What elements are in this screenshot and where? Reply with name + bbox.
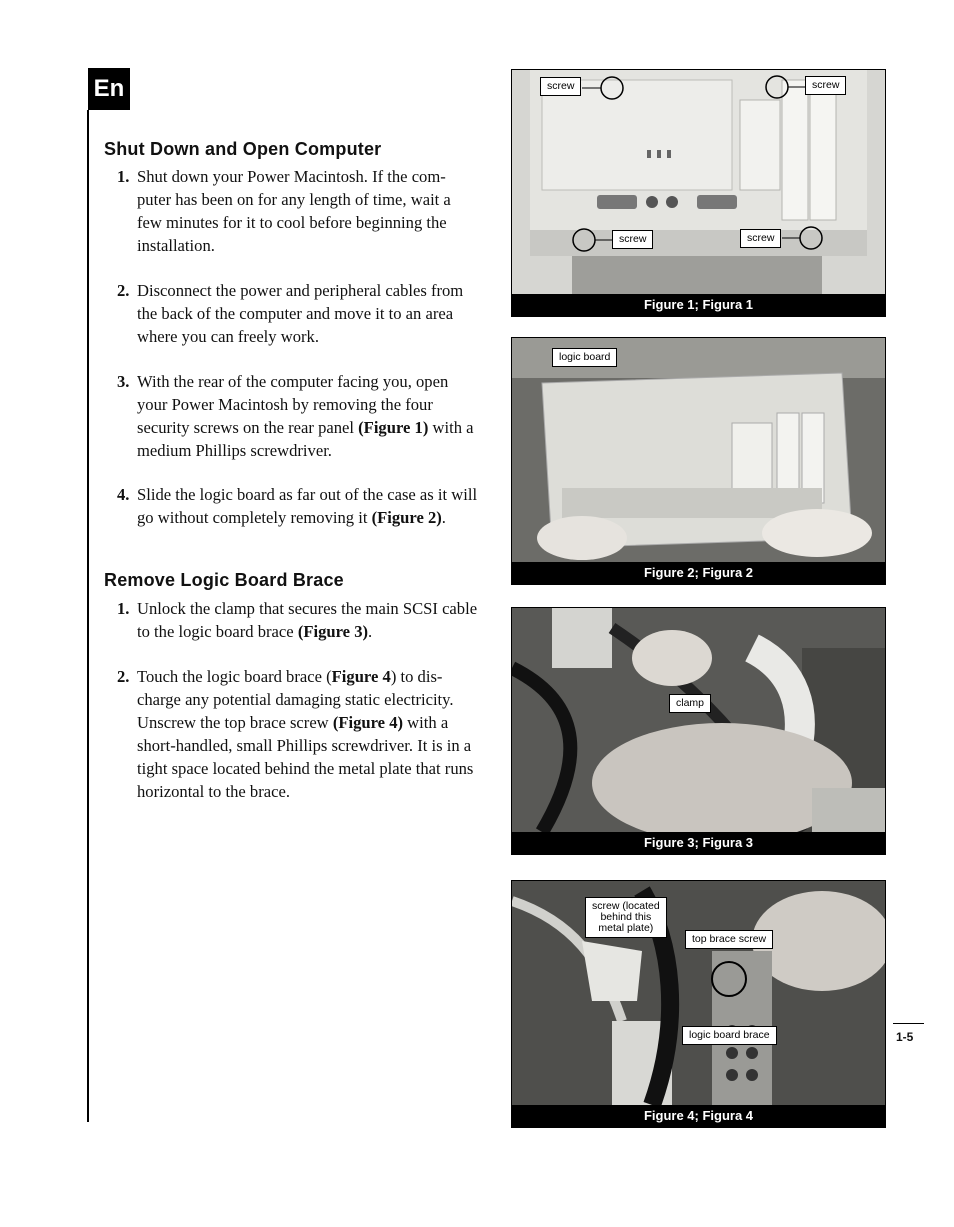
step-text: Touch the logic board brace (Figure 4) to dis-charge any potential damaging static electricity. Unscrew the top brace screw (Figure 4) with a short-handled, small Phillips screwdriver. It is in a tight space located behind the metal plate that runs horizontal to the brace. — [137, 667, 474, 801]
figure-3-photo — [512, 608, 885, 832]
figure-4-photo — [512, 881, 885, 1105]
callout-label: logic board — [552, 348, 617, 367]
callout-label: screw — [740, 229, 781, 248]
step-text: Slide the logic board as far out of the case as it will go without completely removing it (Figure 2). — [137, 485, 478, 527]
figure-caption: Figure 1; Figura 1 — [643, 297, 754, 312]
step-text: With the rear of the computer facing you, open your Power Macintosh by removing the four security screws on the rear panel (Figure 1) with a medium Phillips screwdriver. — [137, 372, 474, 460]
page-number-rule — [893, 1023, 924, 1024]
figure-reference: Figure 4 — [331, 667, 391, 686]
figure-reference: (Figure 1) — [358, 418, 429, 437]
callout-label: screw — [612, 230, 653, 249]
callout-label: top brace screw — [685, 930, 773, 949]
figure-4 — [511, 880, 886, 1128]
step-number: 3. — [117, 372, 130, 391]
callout-label: logic board brace — [682, 1026, 777, 1045]
step-text: Unlock the clamp that secures the main SCSI cable to the logic board brace (Figure 3). — [137, 599, 478, 641]
step-number: 4. — [117, 485, 130, 504]
step-item — [117, 165, 479, 257]
page-number: 1-5 — [896, 1030, 914, 1044]
step-item — [117, 279, 479, 348]
callout-label: screw — [540, 77, 581, 96]
step-text: Disconnect the power and peripheral cables from the back of the computer and move it to an area where you can freely work. — [137, 281, 464, 346]
step-item — [117, 665, 479, 803]
step-number: 1. — [117, 599, 130, 618]
figure-caption: Figure 3; Figura 3 — [643, 835, 754, 850]
step-item — [117, 597, 479, 643]
figure-1 — [511, 69, 886, 317]
step-number: 2. — [117, 281, 130, 300]
figure-2 — [511, 337, 886, 585]
language-tab: En — [88, 68, 130, 110]
section-heading-shut-down: Shut Down and Open Computer — [104, 139, 382, 159]
step-number: 1. — [117, 167, 130, 186]
figure-2-photo — [512, 338, 885, 562]
figure-caption: Figure 2; Figura 2 — [643, 565, 754, 580]
figure-caption: Figure 4; Figura 4 — [643, 1108, 754, 1123]
figure-reference: (Figure 2) — [371, 508, 442, 527]
callout-label: screw — [805, 76, 846, 95]
margin-rule — [87, 110, 89, 1122]
figure-reference: (Figure 3) — [297, 622, 369, 641]
step-number: 2. — [117, 667, 130, 686]
figure-reference: (Figure 4) — [332, 713, 404, 732]
step-text: Shut down your Power Macintosh. If the com-puter has been on for any length of time, wait a few minutes for it to cool before beginning the installation. — [137, 167, 451, 255]
figure-1-photo — [512, 70, 885, 294]
step-item — [117, 483, 479, 529]
callout-label: screw (located behind this metal plate) — [585, 897, 667, 938]
callout-label: clamp — [669, 694, 711, 713]
step-item — [117, 370, 479, 462]
section-heading-remove-brace: Remove Logic Board Brace — [104, 570, 344, 590]
figure-3 — [511, 607, 886, 855]
